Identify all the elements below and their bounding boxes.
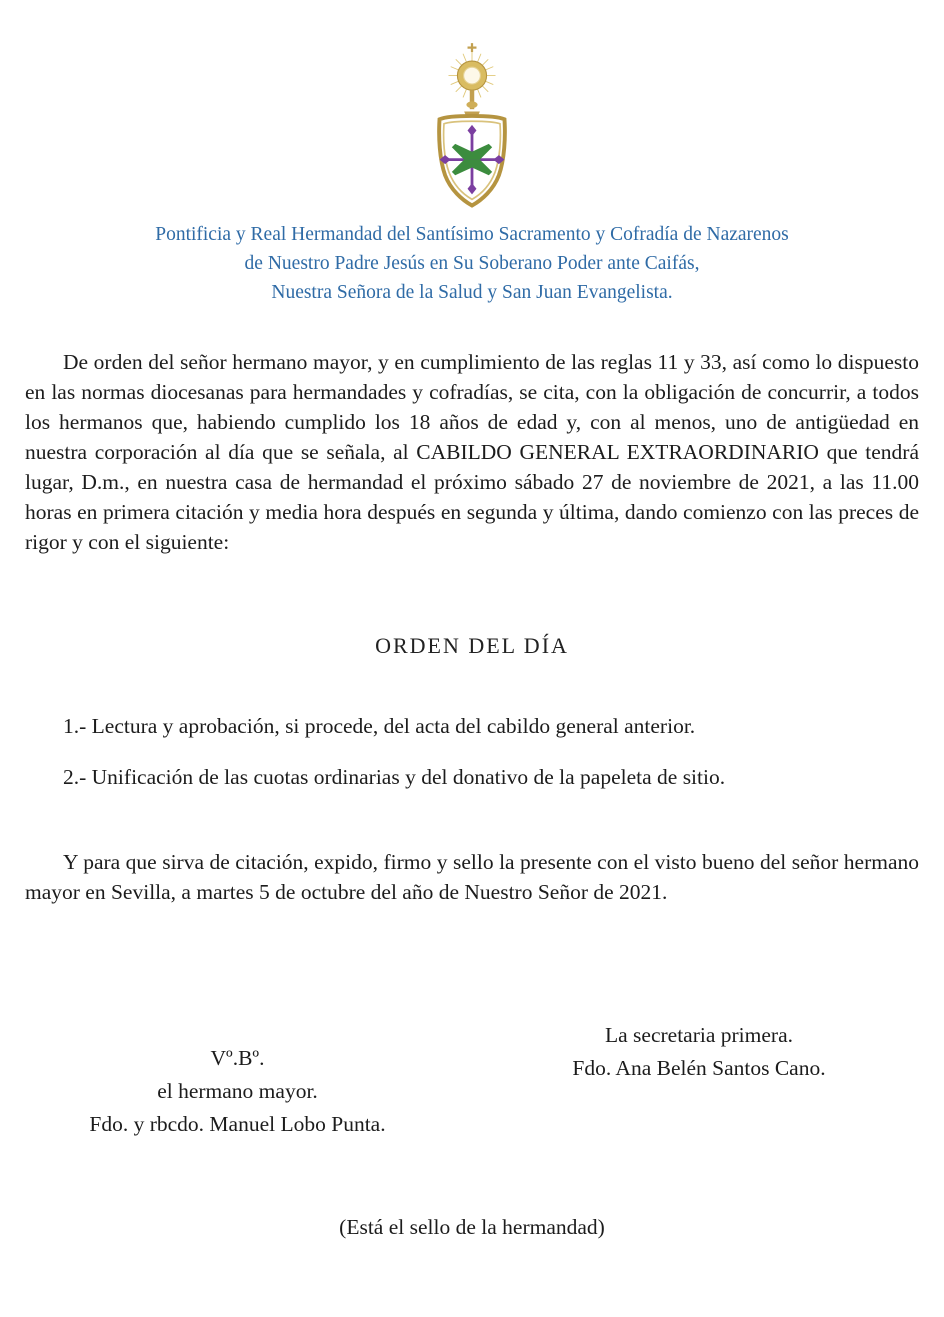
seal-note: (Está el sello de la hermandad) xyxy=(339,1215,605,1239)
org-title xyxy=(25,220,919,307)
secretary-name: Fdo. Ana Belén Santos Cano. xyxy=(572,1056,826,1080)
agenda-item-2: 2.- Unificación de las cuotas ordinarias y del donativo de la papeleta de sitio. xyxy=(63,765,726,789)
signature-hermano-mayor xyxy=(25,1042,450,1141)
org-title-line-1: Pontificia y Real Hermandad del Santísimo Sacramento y Cofradía de Nazarenos xyxy=(155,224,789,245)
intro-paragraph: De orden del señor hermano mayor, y en cumplimiento de las reglas 11 y 33, así como lo dispuesto en las normas diocesanas para hermandades y cofradías, se cita, con la obligación de concurrir, a todos los hermanos que, habiendo cumplido los 18 años de edad y, con al menos, uno de antigüedad en nuestra corporación al día que se señala, al CABILDO GENERAL EXTRAORDINARIO que tendrá lugar, D.m., en nuestra casa de hermandad el próximo sábado 27 de noviembre de 2021, a las 11.00 horas en primera citación y media hora después en segunda y última, dando comienzo con las preces de rigor y con el siguiente: xyxy=(25,350,919,554)
agenda-item-1: 1.- Lectura y aprobación, si procede, del acta del cabildo general anterior. xyxy=(63,714,696,738)
hermano-mayor-role: el hermano mayor. xyxy=(157,1079,318,1103)
signature-secretary xyxy=(489,1019,909,1085)
vobo-label: Vº.Bº. xyxy=(210,1046,265,1070)
citation-document-page xyxy=(0,42,944,1317)
shield-icon xyxy=(439,116,505,206)
monstrance-icon xyxy=(448,52,495,117)
closing-paragraph: Y para que sirva de citación, expido, firmo y sello la presente con el visto bueno del señor hermano mayor en Sevilla, a martes 5 de octubre del año de Nuestro Señor de 2021. xyxy=(25,850,919,904)
secretary-role: La secretaria primera. xyxy=(605,1023,793,1047)
hermano-mayor-name: Fdo. y rbcdo. Manuel Lobo Punta. xyxy=(89,1112,386,1136)
agenda-heading: ORDEN DEL DÍA xyxy=(375,633,569,658)
org-title-line-2: de Nuestro Padre Jesús en Su Soberano Poder ante Caifás, xyxy=(244,253,700,274)
brotherhood-crest-icon xyxy=(412,42,532,210)
signature-section xyxy=(25,1019,919,1141)
top-cross-icon xyxy=(468,43,477,52)
org-title-line-3: Nuestra Señora de la Salud y San Juan Evangelista. xyxy=(271,282,673,303)
